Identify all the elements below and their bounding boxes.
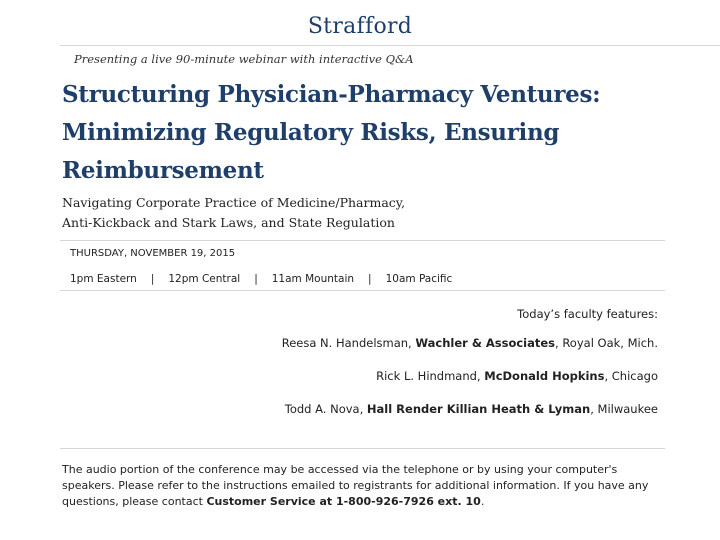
page-title: Structuring Physician-Pharmacy Ventures: Minimizing Regulatory Risks, Ensuring Reimbursement [62,81,601,184]
divider [60,290,665,291]
divider [60,448,665,449]
separator: | [368,273,372,285]
faculty-item [376,369,658,383]
logo: Strafford [307,14,413,39]
customer-service-contact: Customer Service at 1-800-926-7926 ext. 10 [206,495,481,508]
faculty-name: Reesa N. Handelsman, [281,336,416,350]
note-text: The audio portion of the conference may be accessed via the telephone or by using your computer's speakers. Please refer to the instructions emailed to registrants for additional information. If you have any questions, please contact [62,463,649,508]
faculty-firm: McDonald Hopkins [484,369,605,383]
faculty-location: , Royal Oak, Mich. [555,336,658,350]
divider [60,240,665,241]
time-eastern: 1pm Eastern [70,273,137,285]
faculty-location: , Milwaukee [590,402,658,416]
note-end: . [480,495,485,508]
faculty-name: Rick L. Hindmand, [376,369,485,383]
audio-note [62,462,662,510]
time-central: 12pm Central [168,273,241,285]
faculty-name: Todd A. Nova, [284,402,367,416]
separator: | [254,273,258,285]
faculty-item [282,336,658,350]
header-divider [60,45,720,46]
subtitle-line: Navigating Corporate Practice of Medicine/Pharmacy, [62,195,406,210]
faculty-firm: Wachler & Associates [415,336,556,350]
time-pacific: 10am Pacific [385,273,453,285]
faculty-heading: Today’s faculty features: [517,307,658,321]
faculty-firm: Hall Render Killian Heath & Lyman [366,402,591,416]
faculty-item [285,402,658,416]
subtitle [62,193,662,233]
tagline: Presenting a live 90-minute webinar with interactive Q&A [74,52,414,66]
event-date: THURSDAY, NOVEMBER 19, 2015 [70,248,236,259]
faculty-location: , Chicago [604,369,658,383]
separator: | [150,273,155,285]
time-mountain: 11am Mountain [271,273,355,285]
subtitle-line: Anti-Kickback and Stark Laws, and State Regulation [62,215,395,230]
event-times [70,273,452,285]
